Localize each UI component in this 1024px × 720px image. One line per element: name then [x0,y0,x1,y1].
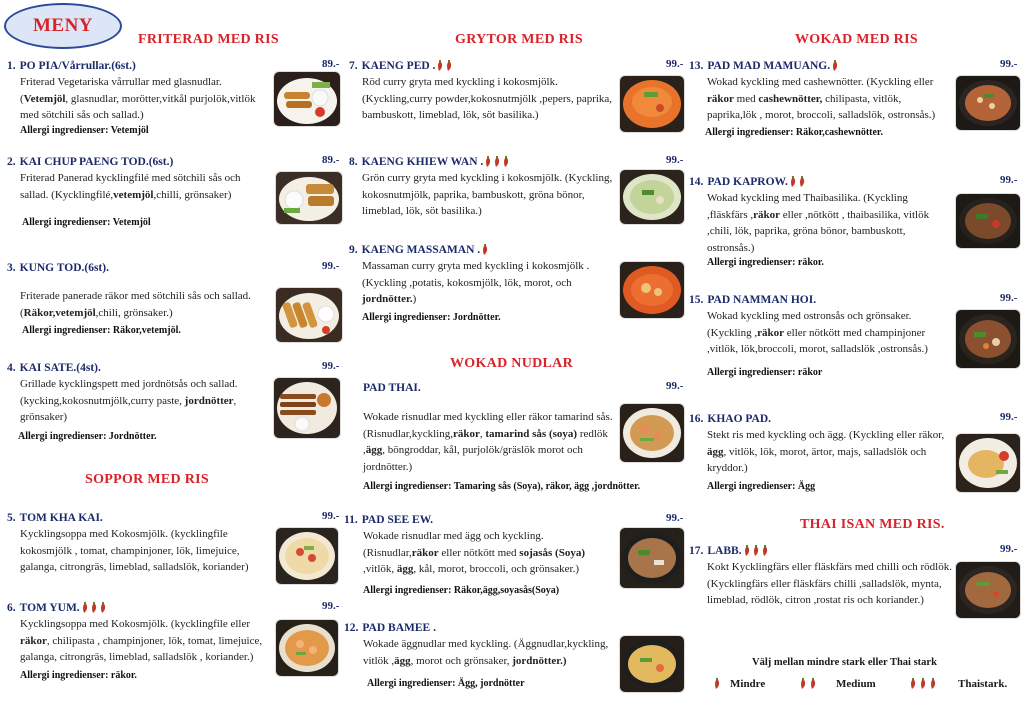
dish-image-pad-kaprow [956,194,1020,248]
chili-icon [713,678,721,690]
item-allergy: Allergi ingredienser: Räkor,ägg,soyasås(Soya) [363,584,560,596]
item-name: KAI SATE.(4st). [19,362,101,374]
spice-legend-mild [712,678,765,690]
item-price: 99.- [1000,543,1018,555]
item-number: 15. [689,294,704,306]
item-description: Wokade äggnudlar med kyckling. (Äggnudlar,kyckling, vitlök ,ägg, morot och grönsaker, jordnötter.) [363,638,609,667]
spice-legend-medium-label: Medium [836,678,876,690]
dish-image-pad-mad-mamuang [956,76,1020,130]
item-name: KAI CHUP PAENG TOD.(6st.) [19,156,174,168]
item-number: 1. [7,60,16,72]
item-description: Wokade risnudlar med kyckling eller räkor tamarind sås. (Risnudlar,kyckling,räkor, tamarind sås (soya) redlök ,ägg, böngroddar, kål, purjolök/gräslök morot och jordnötter.) [363,411,613,473]
spice-legend-medium [798,678,876,690]
item-price: 99.- [1000,411,1018,423]
dish-image-po-pia [274,72,340,126]
chili-icon [752,545,760,557]
item-number: 6. [7,602,16,614]
item-number: 7. [349,60,358,72]
spice-legend-mild-label: Mindre [730,678,766,690]
spice-legend-title: Välj mellan mindre stark eller Thai stark [752,657,937,668]
item-price: 89.- [322,154,340,166]
item-description: Kycklingsoppa med Kokosmjölk. (kycklingfile kokosmjölk , tomat, champinjoner, lök, limejuice, galanga, citrongräs, limeblad, salladslök, koriander) [20,528,249,573]
item-allergy: Allergi ingredienser: räkor [707,366,823,378]
item-allergy: Allergi ingredienser: Ägg [707,480,816,492]
chili-icon [831,60,839,72]
item-price: 99.- [1000,292,1018,304]
item-price: 99.- [666,512,684,524]
chili-icon [798,176,806,188]
dish-image-kaeng-ped [620,76,684,132]
section-title-friterad: FRITERAD MED RIS [138,32,279,47]
item-number: 16. [689,413,704,425]
dish-image-kaeng-khiew-wan [620,170,684,224]
chili-icon [919,678,927,690]
item-name: KHAO PAD. [707,413,772,425]
item-description: Friterad Vegetariska vårrullar med glasnudlar. (Vetemjöl, glasnudlar, morötter,vitkål purjolök,vitlök med sötchili sås och sallad.) [20,76,256,121]
item-allergy: Allergi ingredienser: Vetemjöl [22,217,151,228]
dish-image-kung-tod [276,288,342,342]
item-description: Grön curry gryta med kyckling i kokosmjölk. (Kyckling, kokosnutmjölk, paprika, bambuskott, gröna bönor, limeblad, lök, söt basilika.) [362,172,613,217]
item-number: 4. [7,362,16,374]
item-description: Grillade kycklingspett med jordnötsås och sallad. (kycking,kokosnutmjölk,curry paste, jordnötter, grönsaker) [20,378,238,423]
item-price: 99.- [1000,58,1018,70]
section-title-soppor: SOPPOR MED RIS [85,472,209,487]
item-price: 99.- [322,260,340,272]
item-description: Wokad kyckling med ostronsås och grönsaker. (Kyckling ,räkor eller nötkött med champinjoner ,vitlök, lök,broccoli, morot, salladslök ,ostronsås.) [707,310,928,355]
item-description: Stekt ris med kyckling och ägg. (Kyckling eller räkor, ägg, vitlök, lök, morot, ärtor, majs, salladslök och kryddor.) [707,429,945,474]
item-price: 99.- [1000,174,1018,186]
chili-icon [909,678,917,690]
chili-icon [809,678,817,690]
item-allergy: Allergi ingredienser: räkor. [20,669,137,681]
item-description: Friterad Panerad kycklingfilé med sötchili sås och sallad. (Kycklingfilé,vetemjöl,chilli, grönsaker) [20,172,241,201]
spice-legend-strong-label: Thaistark. [958,678,1008,690]
item-allergy: Allergi ingredienser: Tamaring sås (Soya), räkor, ägg ,jordnötter. [363,481,641,492]
section-title-grytor: GRYTOR MED RIS [455,32,583,47]
item-allergy: Allergi ingredienser: Räkor,vetemjöl. [22,325,181,336]
dish-image-kai-chup-paeng [276,172,342,224]
item-name: PAD THAI. [363,382,421,394]
item-allergy: Allergi ingredienser: Ägg, jordnötter [367,678,525,689]
chili-icon [799,678,807,690]
item-description: Kokt Kycklingfärs eller fläskfärs med chilli och rödlök. (Kycklingfärs eller fläskfärs chilli ,salladslök, mynta, limeblad, rödlök, citron ,rostat ris och koriander.) [707,561,952,606]
chili-icon [789,176,797,188]
item-name: PAD BAMEE . [362,622,436,634]
dish-image-tom-kha-kai [276,528,338,584]
item-number: 14. [689,176,704,188]
item-price: 99.- [666,154,684,166]
item-price: 99.- [666,58,684,70]
menu-title-badge [4,3,122,49]
item-name: PAD MAD MAMUANG. [707,60,831,72]
item-name: PO PIA/Vårrullar.(6st.) [19,60,136,72]
item-description: Röd curry gryta med kyckling i kokosmjölk. (Kyckling,curry powder,kokosnutmjölk ,pepers, paprika, bambuskott, limeblad, lök, söt basilika.) [362,76,613,121]
dish-image-pad-thai [620,404,684,462]
dish-image-labb [956,562,1020,618]
dish-image-pad-bamee [620,636,684,692]
dish-image-khao-pad [956,434,1020,492]
item-description: Kycklingsoppa med Kokosmjölk. (kycklingfile eller räkor, chilipasta , champinjoner, lök, tomat, limejuice, galanga, citrongräs, limeblad, salladslök , koriander.) [20,618,263,663]
item-name: KAENG MASSAMAN . [361,244,481,256]
item-price: 89.- [322,58,340,70]
item-name: PAD NAMMAN HOI. [707,294,817,306]
item-description: Wokad kyckling med cashewnötter. (Kyckling eller räkor med cashewnötter, chilipasta, vitlök, paprika,lök , morot, broccoli, salladslök, ostronsås.) [707,76,936,121]
item-description: Wokade risnudlar med ägg och kyckling. (Risnudlar,räkor eller nötkött med sojasås (Soya) ,vitlök, ägg, kål, morot, broccoli, och grönsaker.) [363,530,585,575]
item-name: KAENG KHIEW WAN . [361,156,484,168]
chili-icon [481,244,489,256]
item-name: KUNG TOD.(6st). [19,262,109,274]
item-number: 17. [689,545,704,557]
spice-legend-strong [908,678,1007,690]
dish-image-pad-namman-hoi [956,310,1020,368]
item-number: 8. [349,156,358,168]
dish-image-tom-yum [276,620,338,676]
chili-icon [493,156,501,168]
item-number: 2. [7,156,16,168]
chili-icon [484,156,492,168]
item-number: 11. [344,514,358,526]
item-number: 12. [344,622,359,634]
item-number: 13. [689,60,704,72]
section-title-thai-isan: THAI ISAN MED RIS. [800,517,945,532]
chili-icon [436,60,444,72]
item-allergy: Allergi ingredienser: Jordnötter. [18,430,157,442]
chili-icon [761,545,769,557]
item-price: 99.- [666,380,684,392]
item-name: LABB. [707,545,742,557]
dish-image-pad-see-ew [620,528,684,588]
item-allergy: Allergi ingredienser: Räkor,cashewnötter. [705,126,883,138]
section-title-wokad: WOKAD MED RIS [795,32,918,47]
item-allergy: Allergi ingredienser: räkor. [707,257,824,268]
item-name: TOM KHA KAI. [19,512,103,524]
item-price: 99.- [322,600,340,612]
item-name: PAD KAPROW. [707,176,788,188]
item-allergy: Allergi ingredienser: Vetemjöl [20,124,149,136]
chili-icon [90,602,98,614]
item-price: 99.- [322,510,340,522]
chili-icon [743,545,751,557]
item-number: 9. [349,244,358,256]
item-number: 3. [7,262,16,274]
item-price: 99.- [322,360,340,372]
dish-image-kai-sate [274,378,340,438]
section-title-wokad-nudlar: WOKAD NUDLAR [450,356,573,371]
item-number: 5. [7,512,16,524]
item-description: Wokad kyckling med Thaibasilika. (Kyckling ,fläskfärs ,räkor eller ,nötkött , thaibasilika, vitlök ,chili, lök, paprika, gröna bönor, bambuskott, ostronsås.) [707,192,930,254]
item-allergy: Allergi ingredienser: Jordnötter. [362,311,501,323]
chili-icon [929,678,937,690]
chili-icon [445,60,453,72]
item-name: KAENG PED . [361,60,436,72]
item-name: TOM YUM. [19,602,80,614]
chili-icon [81,602,89,614]
dish-image-kaeng-massaman [620,262,684,318]
menu-title: MENY [32,15,94,36]
item-name: PAD SEE EW. [361,514,434,526]
chili-icon [99,602,107,614]
item-description: Massaman curry gryta med kyckling i kokosmjölk . (Kyckling ,potatis, kokosmjölk, lök, morot, och jordnötter.) [362,260,590,305]
item-description: Friterade panerade räkor med sötchili sås och sallad. (Räkor,vetemjöl,chili, grönsaker.) [20,290,251,319]
chili-icon [502,156,510,168]
